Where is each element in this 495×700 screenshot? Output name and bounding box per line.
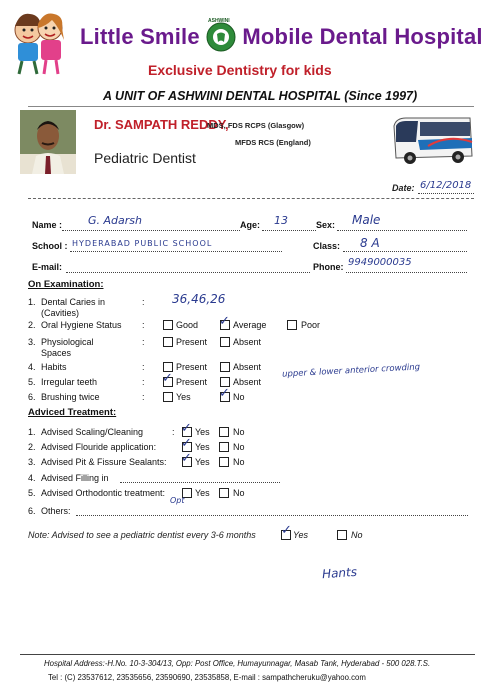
footer-address: Hospital Address:-H.No. 10-3-304/13, Opp: Post Office, Humayunnagar, Masab Tank, Hyderabad - 500 028.T.S. — [44, 659, 431, 668]
exam-3-colon: : — [142, 337, 145, 347]
date-label: Date: — [392, 183, 415, 193]
logo-text: ASHWINI — [208, 18, 230, 24]
header-divider — [28, 106, 474, 107]
footer-divider — [20, 654, 475, 655]
date-value: 6/12/2018 — [420, 180, 472, 191]
date-line — [418, 193, 474, 194]
treat-1-colon: : — [172, 427, 175, 437]
treat-5-num: 5. — [28, 488, 36, 498]
treat-2-label: Advised Flouride application: — [41, 442, 157, 452]
scaling-yes-check-icon: ✓ — [181, 421, 192, 436]
exam-3-label: Physiological — [41, 337, 94, 347]
irregular-note: upper & lower anterior crowding — [281, 362, 421, 380]
subtitle: Exclusive Dentistry for kids — [148, 62, 332, 78]
poor-label: Poor — [301, 320, 321, 330]
examination-heading: On Examination: — [28, 279, 104, 290]
phone-label: Phone: — [313, 262, 344, 272]
name-value: G. Adarsh — [88, 214, 142, 227]
sealants-yes-check-icon: ✓ — [181, 451, 192, 466]
average-check-icon: ✓ — [219, 314, 230, 329]
doctor-name: Dr. SAMPATH REDDY, — [94, 117, 229, 132]
spaces-present-label: Present — [176, 337, 208, 347]
doctor-qualifications-2: MFDS RCS (England) — [235, 138, 311, 147]
scaling-no-label: No — [233, 427, 245, 437]
flouride-yes-check-icon: ✓ — [181, 436, 192, 451]
ashwini-logo — [206, 18, 236, 52]
ortho-yes-label: Yes — [195, 488, 210, 498]
treat-3-num: 3. — [28, 457, 36, 467]
flouride-no-checkbox[interactable] — [219, 442, 229, 452]
footer-contact: Tel : (C) 23537612, 23535656, 23590690, 23535858, E-mail : sampathcheruku@yahoo.com — [48, 673, 366, 682]
treat-4-label: Advised Filling in — [41, 473, 109, 483]
irregular-absent-label: Absent — [233, 377, 262, 387]
sealants-yes-label: Yes — [195, 457, 210, 467]
title-part-1: Little Smile — [80, 24, 200, 49]
school-line — [70, 251, 282, 252]
sex-line — [337, 230, 467, 231]
email-label: E-mail: — [32, 262, 63, 272]
ortho-no-checkbox[interactable] — [219, 488, 229, 498]
doctor-role: Pediatric Dentist — [94, 150, 196, 166]
treat-6-label: Others: — [41, 506, 71, 516]
exam-1-label: Dental Caries in — [41, 297, 106, 307]
exam-1-num: 1. — [28, 297, 36, 307]
exam-4-label: Habits — [41, 362, 67, 372]
good-checkbox[interactable] — [163, 320, 173, 330]
treatment-heading: Adviced Treatment: — [28, 407, 117, 418]
average-label: Average — [233, 320, 267, 330]
exam-6-num: 6. — [28, 392, 36, 402]
good-label: Good — [176, 320, 199, 330]
exam-6-colon: : — [142, 392, 145, 402]
spaces-absent-checkbox[interactable] — [220, 337, 230, 347]
bus-image — [388, 112, 476, 170]
poor-checkbox[interactable] — [287, 320, 297, 330]
unit-line: A UNIT OF ASHWINI DENTAL HOSPITAL (Since 1997) — [103, 89, 418, 103]
ortho-no-label: No — [233, 488, 245, 498]
scaling-yes-label: Yes — [195, 427, 210, 437]
irregular-present-label: Present — [176, 377, 208, 387]
habits-absent-label: Absent — [233, 362, 262, 372]
flouride-no-label: No — [233, 442, 245, 452]
exam-1-value: 36,46,26 — [172, 292, 226, 306]
exam-5-label: Irregular teeth — [41, 377, 98, 387]
age-label: Age: — [240, 220, 260, 230]
others-line — [76, 515, 468, 516]
doctor-photo — [20, 110, 76, 174]
filling-line — [120, 482, 280, 483]
spaces-present-checkbox[interactable] — [163, 337, 173, 347]
irregular-present-check-icon: ✓ — [162, 371, 173, 386]
exam-2-colon: : — [142, 320, 145, 330]
treat-3-label: Advised Pit & Fissure Sealants: — [41, 457, 167, 467]
school-label: School : — [32, 241, 68, 251]
signature: Hants — [321, 564, 358, 582]
brushing-no-check-icon: ✓ — [219, 386, 230, 401]
ortho-note: Opt — [170, 496, 185, 505]
sex-value: Male — [352, 213, 381, 227]
treat-6-num: 6. — [28, 506, 36, 516]
brushing-yes-label: Yes — [176, 392, 191, 402]
class-value: 8 A — [360, 236, 380, 250]
exam-6-label: Brushing twice — [41, 392, 100, 402]
flouride-yes-label: Yes — [195, 442, 210, 452]
exam-2-num: 2. — [28, 320, 36, 330]
exam-1-colon: : — [142, 297, 145, 307]
phone-value: 9949000035 — [348, 257, 412, 268]
class-label: Class: — [313, 241, 341, 251]
title-part-2: Mobile Dental Hospital — [242, 24, 483, 49]
age-line — [262, 230, 316, 231]
advice-note: Note: Advised to see a pediatric dentist every 3-6 months — [28, 530, 256, 540]
age-value: 13 — [274, 214, 288, 227]
exam-4-colon: : — [142, 362, 145, 372]
exam-5-colon: : — [142, 377, 145, 387]
sealants-no-label: No — [233, 457, 245, 467]
treat-4-num: 4. — [28, 473, 36, 483]
kids-logo — [6, 6, 72, 78]
habits-present-label: Present — [176, 362, 208, 372]
treat-5-label: Advised Orthodontic treatment: — [41, 488, 166, 498]
exam-2-label: Oral Hygiene Status — [41, 320, 122, 330]
note-no-checkbox[interactable] — [337, 530, 347, 540]
exam-3-num: 3. — [28, 337, 36, 347]
name-line — [62, 230, 240, 231]
name-label: Name : — [32, 220, 63, 230]
habits-absent-checkbox[interactable] — [220, 362, 230, 372]
hospital-title — [80, 24, 483, 50]
phone-line — [346, 272, 467, 273]
treat-2-num: 2. — [28, 442, 36, 452]
doctor-qualifications-1: MDS, FDS RCPS (Glasgow) — [207, 121, 305, 130]
email-line — [66, 272, 310, 273]
sealants-no-checkbox[interactable] — [219, 457, 229, 467]
exam-3-sub: Spaces — [41, 348, 72, 358]
scaling-no-checkbox[interactable] — [219, 427, 229, 437]
note-yes-check-icon: ✓ — [281, 523, 292, 538]
brushing-yes-checkbox[interactable] — [163, 392, 173, 402]
treat-1-label: Advised Scaling/Cleaning — [41, 427, 144, 437]
treat-1-num: 1. — [28, 427, 36, 437]
spaces-absent-label: Absent — [233, 337, 262, 347]
school-value: HYDERABAD PUBLIC SCHOOL — [72, 239, 213, 248]
class-line — [343, 251, 467, 252]
brushing-no-label: No — [233, 392, 245, 402]
note-no-label: No — [351, 530, 363, 540]
note-yes-label: Yes — [293, 530, 309, 540]
section-divider — [28, 198, 474, 200]
exam-1-sub: (Cavities) — [41, 308, 80, 318]
exam-5-num: 5. — [28, 377, 36, 387]
sex-label: Sex: — [316, 220, 336, 230]
exam-4-num: 4. — [28, 362, 36, 372]
